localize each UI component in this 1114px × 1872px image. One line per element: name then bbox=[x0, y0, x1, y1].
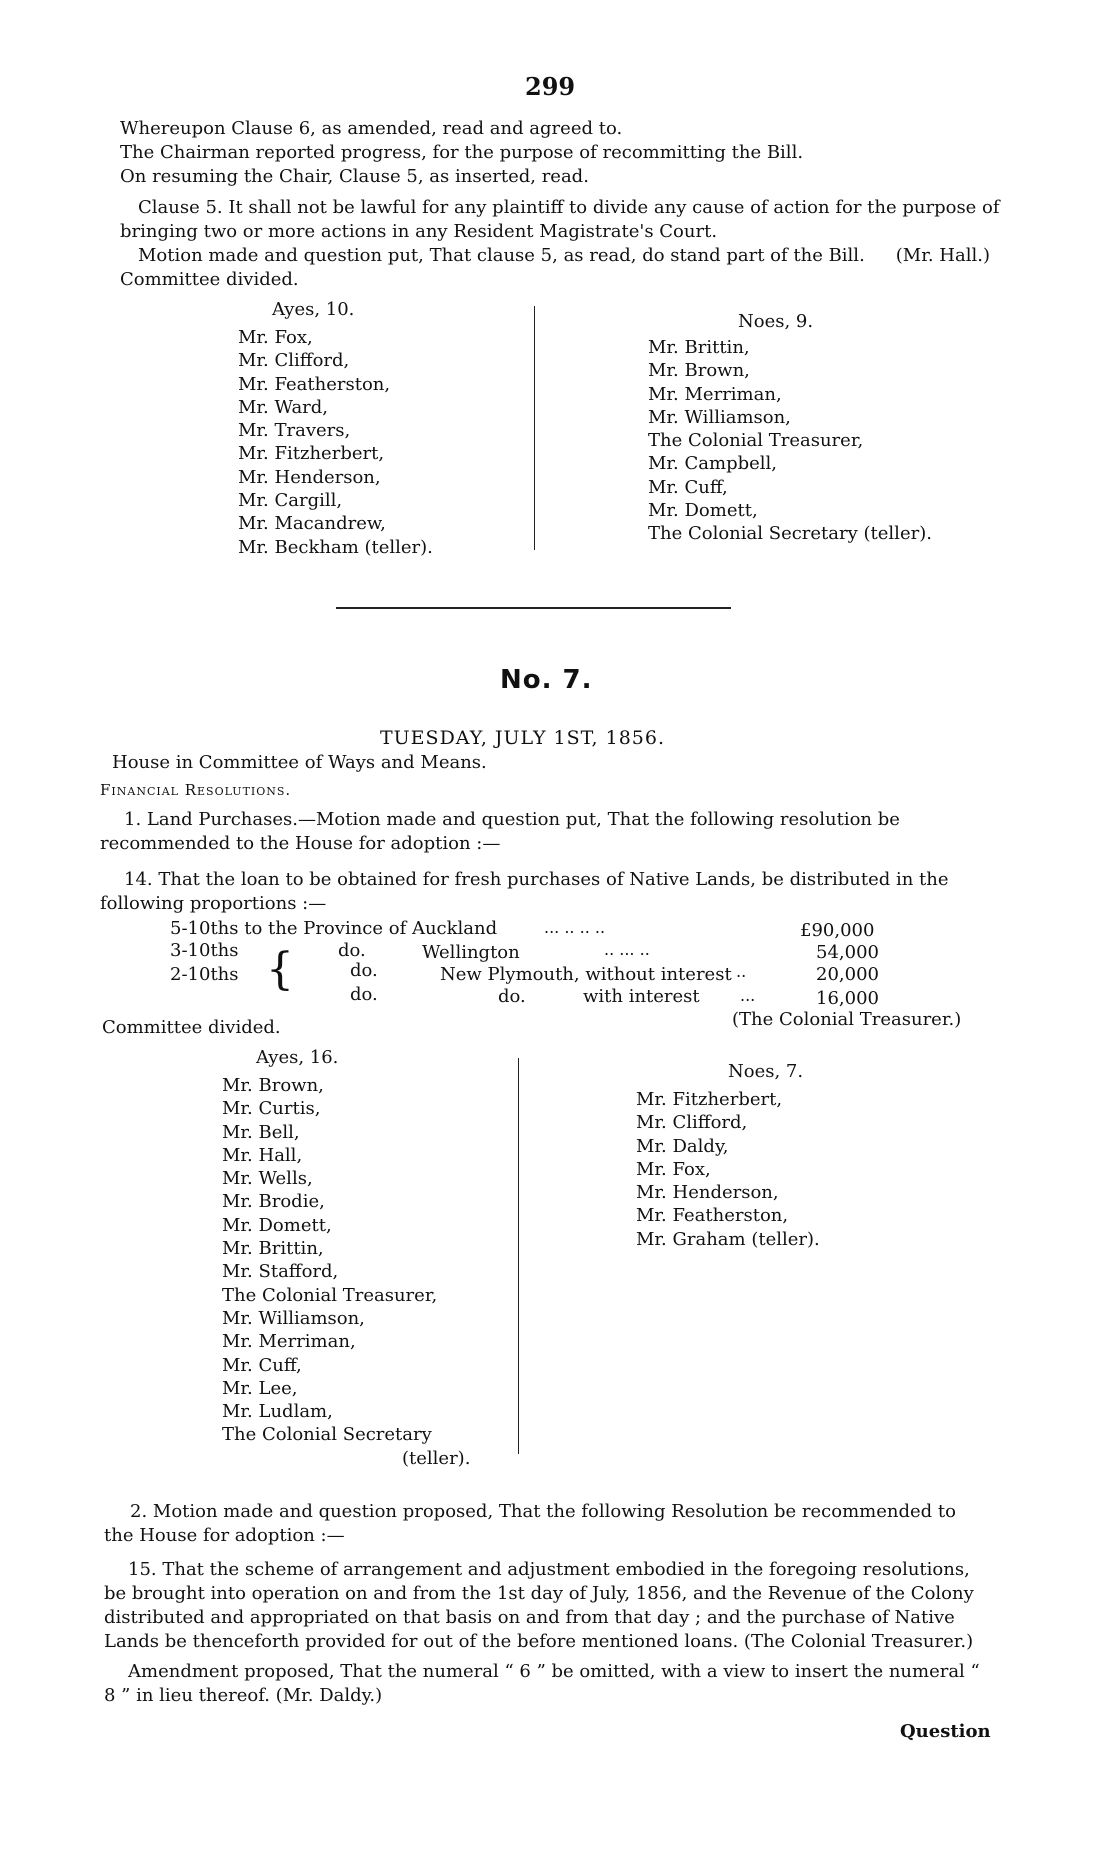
aye-member: Mr. Brodie, bbox=[222, 1191, 325, 1213]
no-member: Mr. Campbell, bbox=[648, 453, 778, 475]
committee-divided-1: Committee divided. bbox=[120, 269, 299, 290]
resolution-15-text: 15. That the scheme of arrangement and adjustment embodied in the foregoing resolutions, be brought into operation on and from the 1st day of July, 1856, and the Revenue of the Colony distributed and appropriated on that basis on and from that day ; and the purchase of Native Lands be thenceforth provided for out of the before mentioned loans. (The Colonial Treasurer.) bbox=[104, 1559, 974, 1652]
top-paragraphs bbox=[120, 117, 1000, 189]
amendment-text: Amendment proposed, That the numeral “ 6 ” be omitted, with a view to insert the numeral “ 8 ” in lieu thereof. (Mr. Daldy.) bbox=[104, 1661, 980, 1706]
aye-member: Mr. Beckham (teller). bbox=[238, 536, 433, 558]
division-2-noes-list bbox=[636, 1088, 820, 1251]
aye-member: Mr. Williamson, bbox=[222, 1307, 365, 1329]
loan-share: 3-10ths bbox=[170, 940, 239, 961]
aye-member: Mr. Clifford, bbox=[238, 350, 350, 372]
no-member: The Colonial Treasurer, bbox=[648, 430, 864, 452]
division-1-separator bbox=[534, 306, 535, 550]
aye-member: The Colonial Treasurer, bbox=[222, 1284, 438, 1306]
loan-dots: .. bbox=[736, 962, 747, 981]
loan-amount: 54,000 bbox=[816, 942, 879, 963]
loan-table-row bbox=[170, 918, 497, 939]
aye-member: Mr. Curtis, bbox=[222, 1098, 321, 1120]
no-member: Mr. Cuff, bbox=[648, 476, 728, 498]
division-2-ayes-list bbox=[222, 1074, 470, 1470]
committee-divided-2: Committee divided. bbox=[102, 1017, 281, 1038]
resolution-14-text: 14. That the loan to be obtained for fresh purchases of Native Lands, be distributed in the following proportions :— bbox=[100, 869, 949, 914]
paragraph-line: Whereupon Clause 6, as amended, read and agreed to. bbox=[120, 118, 623, 139]
aye-member: Mr. Brittin, bbox=[222, 1238, 324, 1260]
loan-terms: New Plymouth, without interest bbox=[440, 964, 732, 985]
loan-amount: 20,000 bbox=[816, 964, 879, 985]
aye-member: Mr. Brown, bbox=[222, 1075, 324, 1096]
no-member: Mr. Graham (teller). bbox=[636, 1228, 820, 1250]
division-2-ayes-title: Ayes, 16. bbox=[256, 1047, 339, 1068]
loan-terms: Wellington bbox=[422, 942, 520, 963]
aye-member: Mr. Domett, bbox=[222, 1214, 332, 1236]
aye-member: Mr. Ludlam, bbox=[222, 1401, 333, 1423]
aye-member: Mr. Bell, bbox=[222, 1121, 300, 1143]
aye-member: Mr. Stafford, bbox=[222, 1261, 339, 1283]
clause-5-text: Clause 5. It shall not be lawful for any plaintiff to divide any cause of action for the purpose of bringing two or more actions in any Resident Magistrate's Court. bbox=[120, 197, 1000, 242]
item-2-text: 2. Motion made and question proposed, That the following Resolution be recommended to the House for adoption :— bbox=[104, 1501, 956, 1546]
loan-terms: do. with interest bbox=[498, 986, 700, 1007]
item-1-text: 1. Land Purchases.—Motion made and question put, That the following resolution be recommended to the House for adoption :— bbox=[100, 809, 900, 854]
loan-share: 2-10ths bbox=[170, 964, 239, 985]
section-heading: No. 7. bbox=[500, 665, 593, 695]
catchword: Question bbox=[900, 1721, 991, 1742]
aye-member: Mr. Macandrew, bbox=[238, 513, 386, 535]
division-2-separator bbox=[518, 1058, 519, 1454]
division-1-noes-list bbox=[648, 336, 932, 546]
loan-share: 5-10ths to the Province of Auckland bbox=[170, 918, 498, 939]
financial-resolutions-heading: Financial Resolutions. bbox=[100, 781, 292, 799]
loan-dots: ... bbox=[740, 986, 756, 1005]
no-member: Mr. Henderson, bbox=[636, 1182, 779, 1204]
paragraph-line: The Chairman reported progress, for the purpose of recommitting the Bill. bbox=[120, 142, 804, 163]
aye-member: Mr. Ward, bbox=[238, 396, 329, 418]
aye-member: Mr. Lee, bbox=[222, 1377, 298, 1399]
no-member: Mr. Merriman, bbox=[648, 383, 782, 405]
loan-amount: £90,000 bbox=[800, 920, 875, 941]
aye-member: Mr. Cargill, bbox=[238, 490, 343, 512]
house-committee-line: House in Committee of Ways and Means. bbox=[112, 752, 487, 773]
aye-member: Mr. Fitzherbert, bbox=[238, 443, 385, 465]
no-member: Mr. Daldy, bbox=[636, 1135, 729, 1157]
no-member: Mr. Domett, bbox=[648, 500, 758, 522]
motion-1-mover: (Mr. Hall.) bbox=[895, 245, 990, 266]
page-number: 299 bbox=[525, 72, 576, 101]
section-divider bbox=[336, 607, 731, 609]
loan-place: do. bbox=[350, 984, 378, 1005]
loan-mover: (The Colonial Treasurer.) bbox=[732, 1009, 962, 1030]
aye-member: The Colonial Secretary bbox=[222, 1424, 432, 1446]
loan-dots: ... .. .. .. bbox=[544, 918, 606, 937]
division-1-ayes-title: Ayes, 10. bbox=[272, 299, 355, 320]
loan-amount: 16,000 bbox=[816, 988, 879, 1009]
no-member: Mr. Clifford, bbox=[636, 1112, 748, 1134]
no-member: Mr. Brittin, bbox=[648, 337, 750, 358]
aye-member: Mr. Merriman, bbox=[222, 1331, 356, 1353]
motion-1 bbox=[120, 244, 990, 268]
no-member: The Colonial Secretary (teller). bbox=[648, 523, 932, 545]
aye-member: Mr. Featherston, bbox=[238, 373, 391, 395]
loan-place: do. bbox=[338, 940, 366, 961]
loan-place: do. bbox=[350, 960, 378, 981]
division-1-ayes-list bbox=[238, 326, 433, 559]
loan-dots: .. ... .. bbox=[604, 940, 650, 959]
aye-member: Mr. Hall, bbox=[222, 1144, 303, 1166]
aye-member: Mr. Travers, bbox=[238, 420, 351, 442]
motion-1-text: Motion made and question put, That clause 5, as read, do stand part of the Bill. bbox=[138, 245, 865, 266]
no-member: Mr. Brown, bbox=[648, 360, 750, 382]
division-2-noes-title: Noes, 7. bbox=[728, 1061, 804, 1082]
no-member: Mr. Williamson, bbox=[648, 406, 791, 428]
aye-member: Mr. Henderson, bbox=[238, 466, 381, 488]
aye-member: Mr. Cuff, bbox=[222, 1354, 302, 1376]
date-line: TUESDAY, JULY 1ST, 1856. bbox=[380, 727, 665, 749]
no-member: Mr. Fitzherbert, bbox=[636, 1089, 783, 1110]
division-1-noes-title: Noes, 9. bbox=[738, 311, 814, 332]
no-member: Mr. Fox, bbox=[636, 1158, 711, 1180]
aye-teller: (teller). bbox=[402, 1447, 471, 1469]
paragraph-line: On resuming the Chair, Clause 5, as inserted, read. bbox=[120, 166, 589, 187]
aye-member: Mr. Fox, bbox=[238, 327, 313, 348]
aye-member: Mr. Wells, bbox=[222, 1168, 313, 1190]
brace-symbol: { bbox=[266, 944, 294, 995]
no-member: Mr. Featherston, bbox=[636, 1205, 789, 1227]
